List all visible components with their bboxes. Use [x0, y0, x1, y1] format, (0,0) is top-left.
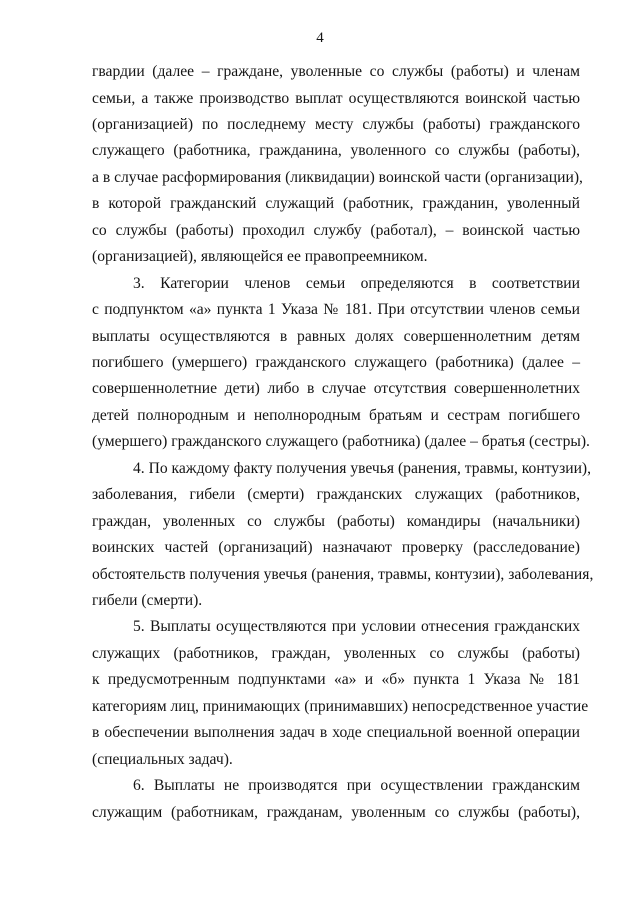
text-line: заболевания, гибели (смерти) гражданских служащих (работников, — [92, 486, 580, 504]
text-line: совершеннолетние дети) либо в случае отсутствия совершеннолетних — [92, 380, 580, 398]
text-line: воинских частей (организаций) назначают проверку (расследование) — [92, 539, 580, 557]
paragraph-first-line: 3. Категории членов семьи определяются в соответствии — [133, 274, 580, 292]
paragraph-first-line: 5. Выплаты осуществляются при условии отнесения гражданских — [133, 618, 580, 636]
text-line: в которой гражданский служащий (работник, гражданин, уволенный — [92, 195, 580, 213]
text-line: детей полнородным и неполнородным братьям и сестрам погибшего — [92, 406, 580, 424]
text-line: (организацией) по последнему месту службы (работы) гражданского — [92, 115, 580, 133]
text-line: в обеспечении выполнения задач в ходе специальной военной операции — [92, 724, 580, 742]
text-line: гибели (смерти). — [92, 592, 203, 609]
text-line: выплаты осуществляются в равных долях совершеннолетним детям — [92, 327, 580, 345]
page-number: 4 — [316, 30, 324, 46]
text-line: служащих (работников, граждан, уволенных со службы (работы) — [92, 644, 580, 662]
text-line: служащим (работникам, гражданам, уволенным со службы (работы), — [92, 803, 580, 821]
text-line: к предусмотренным подпунктами «а» и «б» пункта 1 Указа № 181 — [92, 671, 580, 689]
text-line: служащего (работника, гражданина, уволенного со службы (работы), — [92, 142, 580, 160]
text-line: граждан, уволенных со службы (работы) командиры (начальники) — [92, 512, 580, 530]
text-line: погибшего (умершего) гражданского служащего (работника) (далее – — [92, 353, 580, 371]
text-line: (умершего) гражданского служащего (работника) (далее – братья (сестры). — [92, 433, 590, 451]
paragraph-first-line: 6. Выплаты не производятся при осуществлении гражданским — [133, 777, 580, 795]
text-line: (организацией), являющейся ее правопреемником. — [92, 248, 428, 266]
text-line: категориям лиц, принимающих (принимавших) непосредственное участие — [92, 697, 589, 715]
paragraph-first-line: 4. По каждому факту получения увечья (ранения, травмы, контузии), — [133, 459, 592, 477]
text-line: семьи, а также производство выплат осуществляются воинской частью — [92, 89, 580, 107]
text-line: (специальных задач). — [92, 750, 233, 768]
text-line: а в случае расформирования (ликвидации) воинской части (организации), — [92, 168, 583, 186]
text-line: обстоятельств получения увечья (ранения, травмы, контузии), заболевания, — [92, 565, 594, 583]
text-line: гвардии (далее – граждане, уволенные со службы (работы) и членам — [92, 63, 580, 80]
text-line: со службы (работы) проходил службу (работал), – воинской частью — [92, 221, 580, 239]
text-line: с подпунктом «а» пункта 1 Указа № 181. При отсутствии членов семьи — [92, 301, 580, 318]
